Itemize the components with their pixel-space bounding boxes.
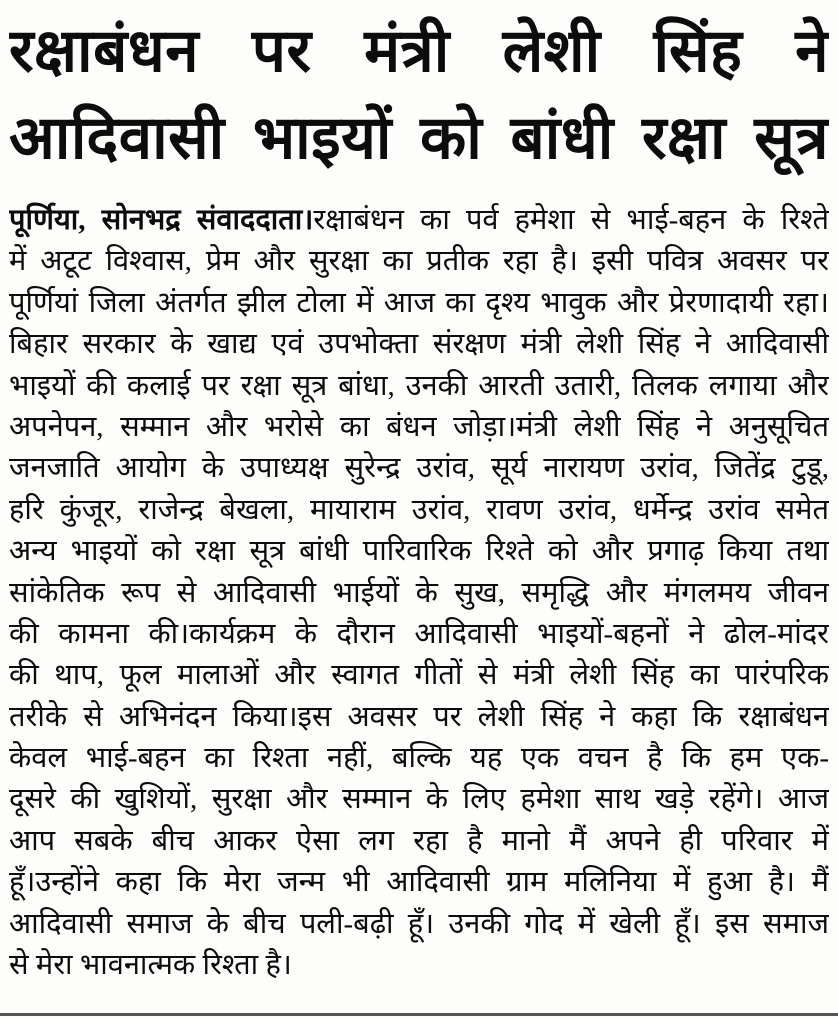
article-line: बिहार सरकार के खाद्य एवं उपभोक्ता संरक्षण मंत्री लेशी सिंह ने आदिवासी — [9, 328, 829, 361]
article-line: हरि कुंजूर, राजेन्द्र बेखला, मायाराम उरांव, रावण उरांव, धर्मेन्द्र उरांव समेत — [9, 493, 829, 526]
bottom-rule — [0, 1013, 838, 1016]
article-line: से मेरा भावनात्मक रिश्ता है। — [9, 949, 292, 982]
headline — [9, 8, 829, 182]
article-line: अन्य भाइयों को रक्षा सूत्र बांधी पारिवारिक रिश्ते को और प्रगाढ़ किया तथा — [9, 535, 829, 568]
article-line-first — [9, 200, 829, 241]
article-line: दूसरे की खुशियों, सुरक्षा और सम्मान के लिए हमेशा साथ खड़े रहेंगे। आज — [9, 783, 829, 816]
article-line: की कामना की।कार्यक्रम के दौरान आदिवासी भाइयों-बहनों ने ढोल-मांदर — [9, 617, 829, 650]
article-line: तरीके से अभिनंदन किया।इस अवसर पर लेशी सिंह ने कहा कि रक्षाबंधन — [9, 700, 829, 733]
article-line: हूँ।उन्होंने कहा कि मेरा जन्म भी आदिवासी ग्राम मलिनिया में हुआ है। मैं — [9, 866, 829, 899]
article-line: पूर्णियां जिला अंतर्गत झील टोला में आज का दृश्य भावुक और प्रेरणादायी रहा। — [9, 286, 829, 319]
headline-line-2: आदिवासी भाइयों को बांधी रक्षा सूत्र — [9, 105, 829, 171]
article-line: केवल भाई-बहन का रिश्ता नहीं, बल्कि यह एक वचन है कि हम एक- — [9, 742, 829, 775]
article-line: जनजाति आयोग के उपाध्यक्ष सुरेन्द्र उरांव, सूर्य नारायण उरांव, जितेंद्र टुडू, — [9, 452, 829, 485]
article-line: की थाप, फूल मालाओं और स्वागत गीतों से मंत्री लेशी सिंह का पारंपरिक — [9, 659, 829, 692]
headline-line-1: रक्षाबंधन पर मंत्री लेशी सिंह ने — [9, 18, 829, 84]
article-line: आदिवासी समाज के बीच पली-बढ़ी हूँ। उनकी गोद में खेली हूँ। इस समाज — [9, 907, 829, 940]
article-line: में अटूट विश्वास, प्रेम और सुरक्षा का प्रतीक रहा है। इसी पवित्र अवसर पर — [9, 245, 829, 278]
dateline: पूर्णिया, सोनभद्र संवाददाता। — [9, 204, 314, 236]
article-body — [9, 200, 829, 986]
article-line: अपनेपन, सम्मान और भरोसे का बंधन जोड़ा।मंत्री लेशी सिंह ने अनुसूचित — [9, 410, 829, 443]
article-line: भाइयों की कलाई पर रक्षा सूत्र बांधा, उनकी आरती उतारी, तिलक लगाया और — [9, 369, 829, 402]
article-line: आप सबके बीच आकर ऐसा लग रहा है मानो मैं अपने ही परिवार में — [9, 824, 829, 857]
article-line-first-text: रक्षाबंधन का पर्व हमेशा से भाई-बहन के रिश्ते — [313, 204, 829, 236]
article-line: सांकेतिक रूप से आदिवासी भाईयों के सुख, समृद्धि और मंगलमय जीवन — [9, 576, 829, 609]
